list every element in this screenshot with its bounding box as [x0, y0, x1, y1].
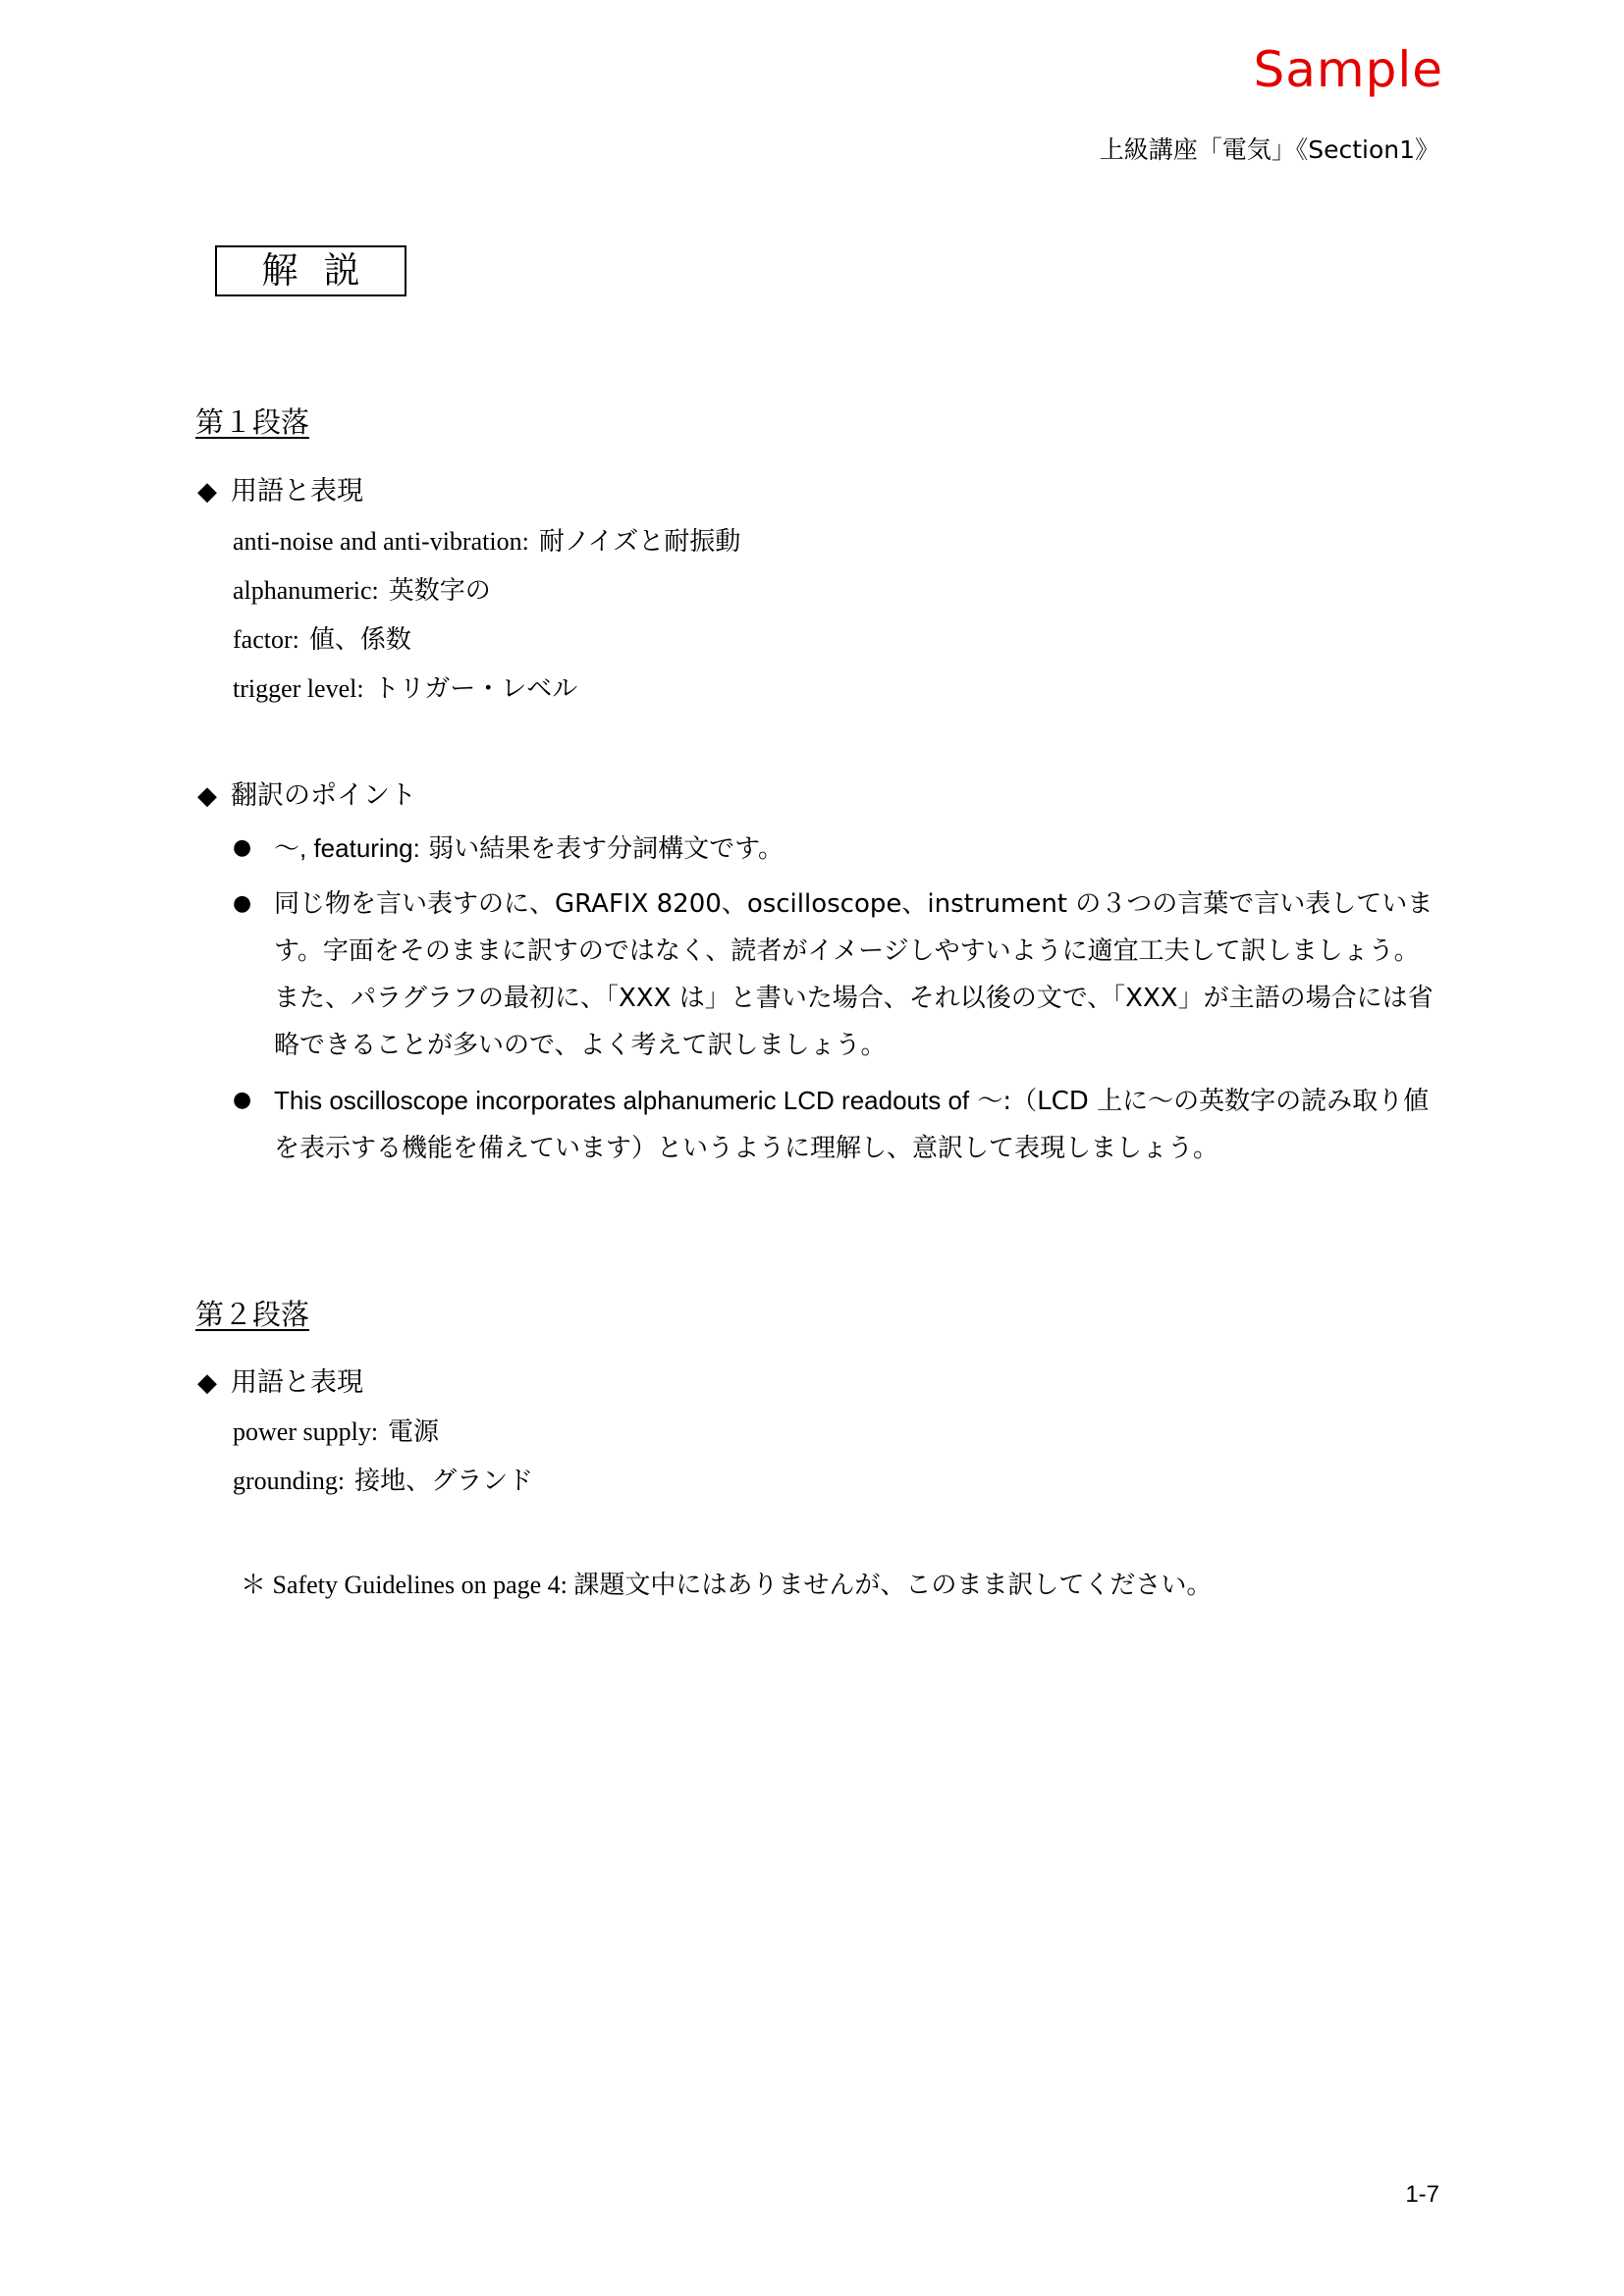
term-en: grounding: [233, 1467, 346, 1495]
list-item [233, 825, 1440, 873]
term-jp: 値、係数 [308, 625, 411, 655]
boxed-title-explanation: 解説 [215, 245, 406, 296]
list-item [233, 615, 740, 665]
section2-heading: 第２段落 [195, 1298, 310, 1331]
diamond-bullet-icon: ◆ [197, 477, 217, 507]
term-en: anti-noise and anti-vibration: [233, 527, 529, 556]
term-en: trigger level: [233, 674, 364, 703]
list-item [233, 1457, 533, 1506]
section1-terms-heading [197, 469, 363, 507]
list-item [233, 1408, 533, 1457]
section1-points-heading [197, 774, 416, 812]
course-title: 上級講座「電気」《Section1》 [1099, 135, 1439, 164]
term-en: power supply: [233, 1417, 379, 1446]
section1-term-list [233, 517, 740, 714]
list-item [233, 566, 740, 615]
note-line [241, 1565, 1212, 1601]
list-item [233, 881, 1440, 1069]
note-en: Safety Guidelines on page 4: [272, 1571, 568, 1599]
section2-terms-heading-label: 用語と表現 [231, 1367, 363, 1398]
point-lead: ～, featuring: [274, 833, 420, 863]
section2-terms-heading [197, 1361, 363, 1399]
list-item [233, 665, 740, 714]
term-jp: 英数字の [388, 576, 491, 606]
page-number: 1-7 [1405, 2181, 1439, 2208]
bullet-dot-icon: ● [233, 835, 252, 860]
asterisk-mark: ＊ [241, 1571, 267, 1600]
point-lead: This oscilloscope incorporates alphanumeric LCD readouts of [274, 1086, 970, 1115]
list-item [233, 1077, 1440, 1172]
term-en: factor: [233, 625, 299, 654]
section1-heading: 第１段落 [195, 405, 310, 439]
section1-terms-heading-label: 用語と表現 [231, 476, 363, 507]
term-jp: 接地、グランド [354, 1467, 534, 1496]
section1-points-heading-label: 翻訳のポイント [231, 780, 416, 811]
diamond-bullet-icon: ◆ [197, 1368, 217, 1398]
list-item [233, 517, 740, 566]
sample-watermark: Sample [1253, 41, 1443, 98]
section2-term-list [233, 1408, 533, 1506]
diamond-bullet-icon: ◆ [197, 781, 217, 811]
bullet-dot-icon: ● [233, 1088, 252, 1112]
term-jp: 耐ノイズと耐振動 [538, 527, 741, 557]
section1-points-list [233, 825, 1440, 1180]
term-en: alphanumeric: [233, 576, 379, 605]
note-jp: 課題文中にはありませんが、このまま訳してください。 [573, 1571, 1213, 1600]
point-text: 弱い結果を表す分詞構文です。 [428, 834, 785, 864]
point-text: ～:（LCD 上に～の英数字の読み取り値を表示する機能を備えています）というように理解し、意訳して表現しましょう。 [274, 1087, 1430, 1163]
term-jp: 電源 [388, 1417, 440, 1447]
term-jp: トリガー・レベル [373, 674, 578, 704]
bullet-dot-icon: ● [233, 891, 252, 916]
point-text: 同じ物を言い表すのに、GRAFIX 8200、oscilloscope、instrument の３つの言葉で言い表しています。字面をそのままに訳すのではなく、読者がイメージしやすいように適宜工夫して訳しましょう。また、パラグラフの最初に、「XXX は」と書いた場合、それ以後の文で、「XXX」が主語の場合には省略できることが多いので、よく考えて訳しましょう。 [274, 889, 1434, 1060]
